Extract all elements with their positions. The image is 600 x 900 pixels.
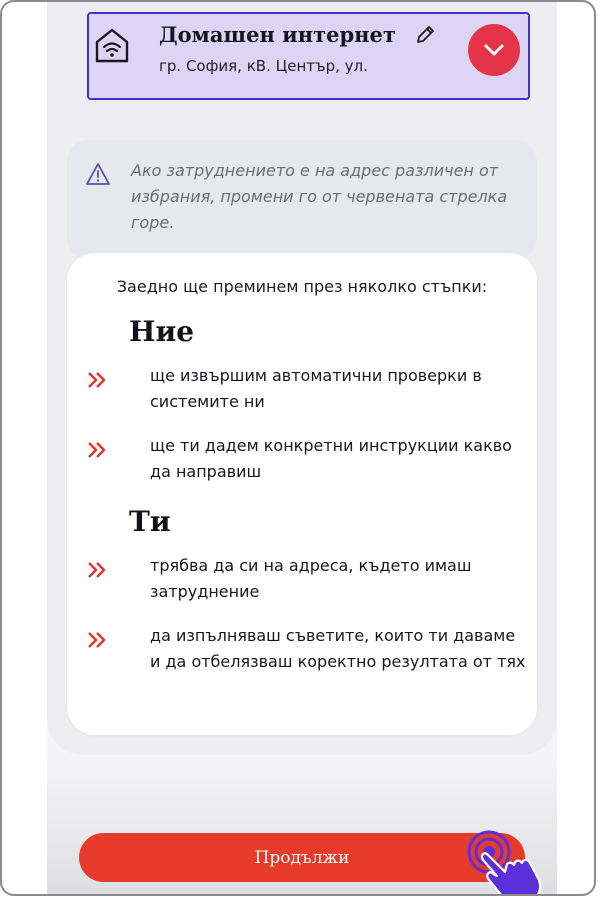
address-card[interactable] xyxy=(87,12,530,100)
you-item-text: да изпълняваш съветите, които ти даваме и да отбелязваш коректно резултата от тях xyxy=(150,626,526,671)
content-panel xyxy=(47,0,557,755)
chevron-down-icon xyxy=(483,43,505,57)
continue-button[interactable]: Продължи xyxy=(79,833,525,882)
address-title: Домашен интернет xyxy=(159,22,396,47)
we-heading: Ние xyxy=(129,315,195,348)
address-dropdown-button[interactable] xyxy=(468,24,520,76)
pencil-icon[interactable] xyxy=(414,24,436,46)
double-chevron-right-icon xyxy=(87,371,109,389)
tap-hand-icon xyxy=(467,828,552,896)
app-viewport xyxy=(47,0,557,896)
double-chevron-right-icon xyxy=(87,441,109,459)
you-item-text: трябва да си на адреса, където имаш затруднение xyxy=(150,556,472,601)
warning-icon xyxy=(85,162,111,186)
steps-card xyxy=(67,253,537,735)
address-subtitle: гр. София, кВ. Център, ул. xyxy=(159,57,368,75)
warning-text: Ако затруднението е на адрес различен от избрания, промени го от червената стрелка горе. xyxy=(131,161,508,232)
double-chevron-right-icon xyxy=(87,561,109,579)
we-item-text: ще ти дадем конкретни инструкции какво да направиш xyxy=(150,436,512,481)
we-item-text: ще извършим автоматични проверки в системите ни xyxy=(150,366,482,411)
address-warning-note xyxy=(67,140,537,260)
steps-intro: Заедно ще преминем през няколко стъпки: xyxy=(116,277,488,296)
home-wifi-icon xyxy=(94,26,130,64)
double-chevron-right-icon xyxy=(87,631,109,649)
you-heading: Ти xyxy=(129,505,171,538)
